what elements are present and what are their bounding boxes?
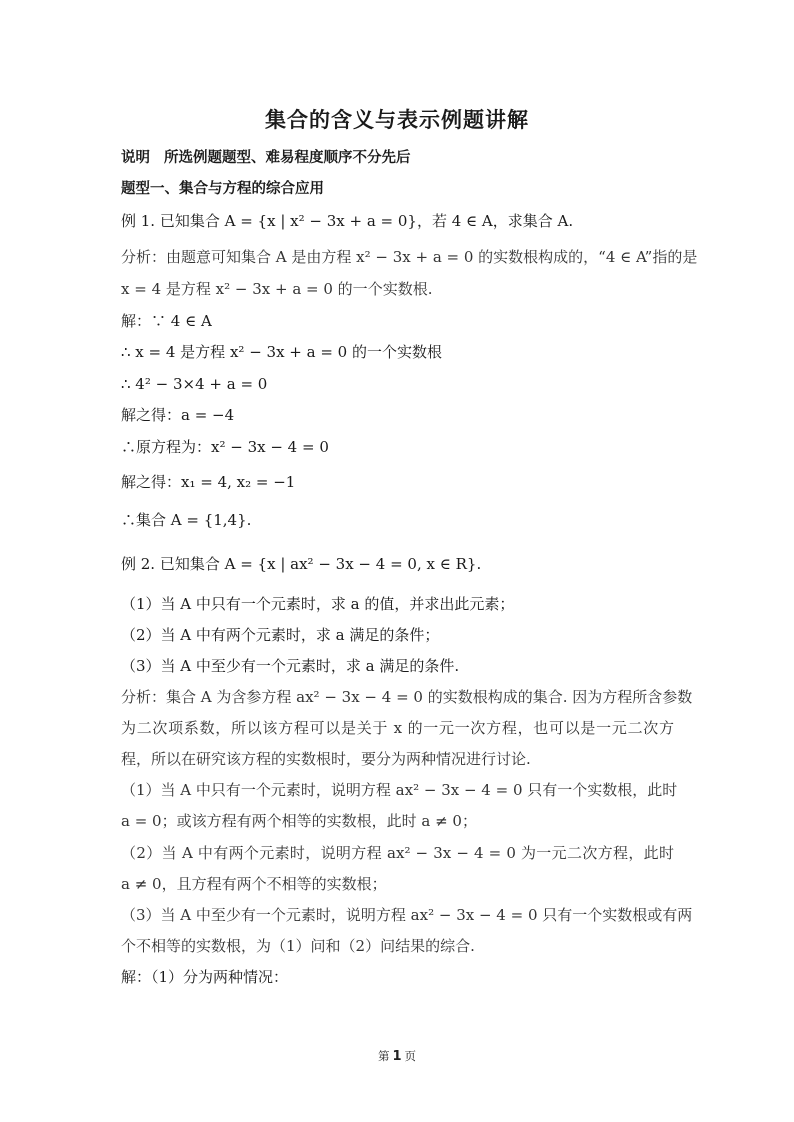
example-2-question-1: （1）当 A 中只有一个元素时，求 a 的值，并求出此元素； bbox=[121, 595, 515, 613]
example-2-analysis-case-1-line-1: （1）当 A 中只有一个元素时，说明方程 ax² − 3x − 4 = 0 只有一个实数根，此时 bbox=[121, 781, 678, 799]
example-2-analysis-line-2: 为二次项系数，所以该方程可以是关于 x 的一元一次方程，也可以是一元二次方 bbox=[121, 719, 674, 737]
example-2-analysis-case-1-line-2: a = 0；或该方程有两个相等的实数根，此时 a ≠ 0； bbox=[121, 812, 477, 830]
section-heading: 题型一、集合与方程的综合应用 bbox=[121, 181, 324, 197]
example-2-question-2: （2）当 A 中有两个元素时，求 a 满足的条件； bbox=[121, 626, 440, 644]
note-text: 所选例题题型、难易程度顺序不分先后 bbox=[164, 150, 411, 166]
example-2-analysis-line-3: 程，所以在研究该方程的实数根时，要分为两种情况进行讨论. bbox=[121, 750, 531, 768]
example-2-question-3: （3）当 A 中至少有一个元素时，求 a 满足的条件. bbox=[121, 657, 460, 675]
example-1-analysis-line-2: x = 4 是方程 x² − 3x + a = 0 的一个实数根. bbox=[121, 280, 433, 298]
note-label: 说明 bbox=[121, 150, 150, 166]
page-title: 集合的含义与表示例题讲解 bbox=[265, 108, 529, 132]
example-2-analysis-case-2-line-2: a ≠ 0，且方程有两个不相等的实数根； bbox=[121, 875, 387, 893]
example-2-statement: 例 2. 已知集合 A = {x | ax² − 3x − 4 = 0, x ∈ R}. bbox=[121, 555, 482, 573]
example-2-analysis-case-2-line-1: （2）当 A 中有两个元素时，说明方程 ax² − 3x − 4 = 0 为一元二次方程，此时 bbox=[121, 844, 674, 862]
example-2-solution-start: 解：（1）分为两种情况： bbox=[121, 968, 289, 986]
example-2-analysis-case-3-line-2: 个不相等的实数根，为（1）问和（2）问结果的综合. bbox=[121, 937, 475, 955]
solution-line-2: ∴ x = 4 是方程 x² − 3x + a = 0 的一个实数根 bbox=[121, 343, 442, 361]
example-1-analysis-line-1: 分析：由题意可知集合 A 是由方程 x² − 3x + a = 0 的实数根构成的，“4 ∈ A”指的是 bbox=[121, 248, 698, 266]
solution-line-5: ∴原方程为：x² − 3x − 4 = 0 bbox=[121, 438, 329, 456]
solution-line-3: ∴ 4² − 3×4 + a = 0 bbox=[121, 375, 268, 393]
solution-line-1: 解：∵ 4 ∈ A bbox=[121, 312, 212, 330]
example-1-statement: 例 1. 已知集合 A = {x | x² − 3x + a = 0}，若 4 ∈ A，求集合 A. bbox=[121, 212, 574, 230]
solution-line-4: 解之得：a = −4 bbox=[121, 406, 235, 424]
footer-suffix: 页 bbox=[404, 1049, 417, 1063]
footer-prefix: 第 bbox=[377, 1049, 390, 1063]
note bbox=[121, 146, 411, 167]
solution-line-7: ∴集合 A = {1,4}. bbox=[121, 511, 252, 529]
page-footer bbox=[0, 1048, 794, 1064]
solution-line-6: 解之得：x₁ = 4, x₂ = −1 bbox=[121, 473, 296, 491]
example-2-analysis-case-3-line-1: （3）当 A 中至少有一个元素时，说明方程 ax² − 3x − 4 = 0 只有一个实数根或有两 bbox=[121, 906, 693, 924]
example-2-analysis-line-1: 分析：集合 A 为含参方程 ax² − 3x − 4 = 0 的实数根构成的集合. 因为方程所含参数 bbox=[121, 688, 693, 706]
page-number: 1 bbox=[392, 1049, 402, 1064]
